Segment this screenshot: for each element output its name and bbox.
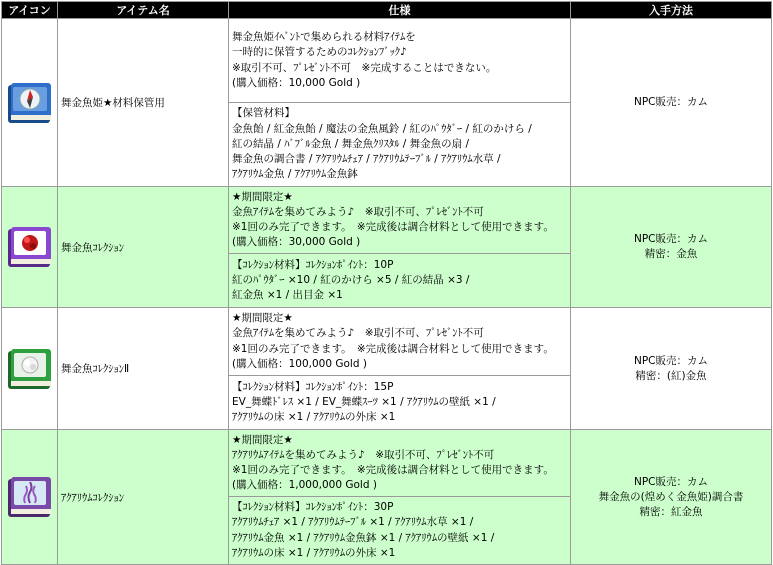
- item-icon-cell: [2, 187, 58, 308]
- table-row: [2, 430, 772, 497]
- spec-line: 【ｺﾚｸｼｮﾝ材料】ｺﾚｸｼｮﾝﾎﾟｲﾝﾄ：15P: [232, 380, 394, 393]
- table-row: [2, 187, 772, 254]
- spec-line: 【ｺﾚｸｼｮﾝ材料】ｺﾚｸｼｮﾝﾎﾟｲﾝﾄ：30P: [232, 501, 394, 514]
- acquisition-line: NPC販売：カム: [633, 354, 709, 367]
- spec-line: 金魚飴 / 紅金魚飴 / 魔法の金魚風鈴 / 紅のﾊﾟｳﾀﾞｰ / 紅のかけら /: [232, 122, 532, 135]
- spec-line: ★期間限定★: [232, 433, 293, 446]
- acquisition-line: 精密：金魚: [644, 248, 698, 260]
- spec-line: 舞金魚姫ｲﾍﾞﾝﾄで集められる材料ｱｲﾃﾑを: [232, 31, 416, 44]
- table-row: [2, 19, 772, 103]
- book-seaweed-icon: [5, 473, 55, 521]
- spec-line: 紅の結晶 / ﾊﾞﾌﾞﾙ金魚 / 舞金魚ｸﾘｽﾀﾙ / 舞金魚の扇 /: [232, 137, 470, 150]
- spec-summary: [229, 430, 571, 497]
- spec-line: ★期間限定★: [232, 312, 293, 325]
- acquisition-cell: [571, 430, 772, 565]
- spec-line: 【ｺﾚｸｼｮﾝ材料】ｺﾚｸｼｮﾝﾎﾟｲﾝﾄ：10P: [232, 258, 394, 271]
- spec-line: ｱｸｱﾘｳﾑ金魚 / ｱｸｱﾘｳﾑ金魚鉢: [232, 168, 358, 181]
- spec-line: 舞金魚の調合書 / ｱｸｱﾘｳﾑﾁｪｱ / ｱｸｱﾘｳﾑﾃｰﾌﾞﾙ / ｱｸｱﾘｳﾑ水草 /: [232, 153, 501, 166]
- header-row: [2, 2, 772, 19]
- book-compass-icon: [5, 79, 55, 127]
- acquisition-line: 舞金魚の(煌めく金魚姫)調合書: [598, 490, 744, 503]
- spec-materials: [229, 376, 571, 430]
- spec-line: ※取引不可、ﾌﾟﾚｾﾞﾝﾄ不可 ※完成することはできない。: [232, 61, 497, 74]
- spec-line: ｱｸｱﾘｳﾑﾁｪｱ ×1 / ｱｸｱﾘｳﾑﾃｰﾌﾞﾙ ×1 / ｱｸｱﾘｳﾑ水草 ×1 /: [232, 516, 474, 529]
- spec-line: 紅金魚 ×1 / 出目金 ×1: [232, 289, 343, 302]
- spec-line: ※1回のみ完了できます。 ※完成後は調合材料として使用できます。: [232, 464, 554, 476]
- item-name: 舞金魚姫★材料保管用: [58, 19, 229, 187]
- item-icon-cell: [2, 19, 58, 187]
- acquisition-cell: [571, 19, 772, 187]
- spec-line: ｱｸｱﾘｳﾑ金魚 ×1 / ｱｸｱﾘｳﾑ金魚鉢 ×1 / ｱｸｱﾘｳﾑの壁紙 ×1 /: [232, 531, 495, 544]
- header-icon: アイコン: [2, 2, 58, 19]
- spec-summary: [229, 187, 571, 254]
- spec-line: 金魚ｱｲﾃﾑを集めてみよう♪ ※取引不可、ﾌﾟﾚｾﾞﾝﾄ不可: [232, 327, 484, 340]
- acquisition-line: 精密：(紅)金魚: [635, 369, 707, 382]
- spec-line: (購入価格：30,000 Gold ): [232, 236, 361, 249]
- spec-line: ｱｸｱﾘｳﾑの床 ×1 / ｱｸｱﾘｳﾑの外床 ×1: [232, 546, 396, 559]
- spec-line: ※1回のみ完了できます。 ※完成後は調合材料として使用できます。: [232, 342, 554, 355]
- acquisition-cell: [571, 187, 772, 308]
- spec-line: 一時的に保管するためのｺﾚｸｼｮﾝﾌﾞｯｸ♪: [232, 46, 407, 59]
- spec-materials: [229, 103, 571, 187]
- spec-line: ※1回のみ完了できます。 ※完成後は調合材料として使用できます。: [232, 221, 554, 233]
- acquisition-line: NPC販売：カム: [633, 233, 709, 245]
- acquisition-cell: [571, 308, 772, 430]
- item-icon-cell: [2, 430, 58, 565]
- table-row: [2, 308, 772, 376]
- spec-materials: [229, 497, 571, 565]
- item-name: 舞金魚ｺﾚｸｼｮﾝ: [58, 187, 229, 308]
- spec-line: ★期間限定★: [232, 190, 293, 203]
- spec-line: (購入価格：1,000,000 Gold ): [232, 479, 377, 492]
- book-red-gem-icon: [5, 223, 55, 271]
- spec-line: ｱｸｱﾘｳﾑの床 ×1 / ｱｸｱﾘｳﾑの外床 ×1: [232, 411, 396, 424]
- spec-line: 金魚ｱｲﾃﾑを集めてみよう♪ ※取引不可、ﾌﾟﾚｾﾞﾝﾄ不可: [232, 205, 484, 218]
- spec-line: 【保管材料】: [232, 107, 295, 120]
- acquisition-line: NPC販売：カム: [633, 475, 709, 488]
- header-name: アイテム名: [58, 2, 229, 19]
- spec-line: 紅のﾊﾟｳﾀﾞｰ ×10 / 紅のかけら ×5 / 紅の結晶 ×3 /: [232, 273, 470, 286]
- header-spec: 仕様: [229, 2, 571, 19]
- book-white-gem-icon: [5, 345, 55, 393]
- spec-line: EV_舞蝶ﾄﾞﾚｽ ×1 / EV_舞蝶ｽｰﾂ ×1 / ｱｸｱﾘｳﾑの壁紙 ×1 /: [232, 395, 496, 408]
- item-icon-cell: [2, 308, 58, 430]
- item-name: 舞金魚ｺﾚｸｼｮﾝⅡ: [58, 308, 229, 430]
- spec-materials: [229, 254, 571, 308]
- acquisition-line: NPC販売：カム: [633, 96, 709, 108]
- item-name: ｱｸｱﾘｳﾑｺﾚｸｼｮﾝ: [58, 430, 229, 565]
- spec-summary: [229, 308, 571, 376]
- acquisition-line: 精密：紅金魚: [639, 505, 703, 518]
- spec-line: (購入価格：100,000 Gold ): [232, 357, 367, 370]
- item-table: [1, 1, 772, 565]
- spec-line: (購入価格：10,000 Gold ): [232, 76, 361, 89]
- spec-line: ｱｸｱﾘｳﾑｱｲﾃﾑを集めてみよう♪ ※取引不可、ﾌﾟﾚｾﾞﾝﾄ不可: [232, 448, 495, 461]
- header-acquisition: 入手方法: [571, 2, 772, 19]
- spec-summary: [229, 19, 571, 103]
